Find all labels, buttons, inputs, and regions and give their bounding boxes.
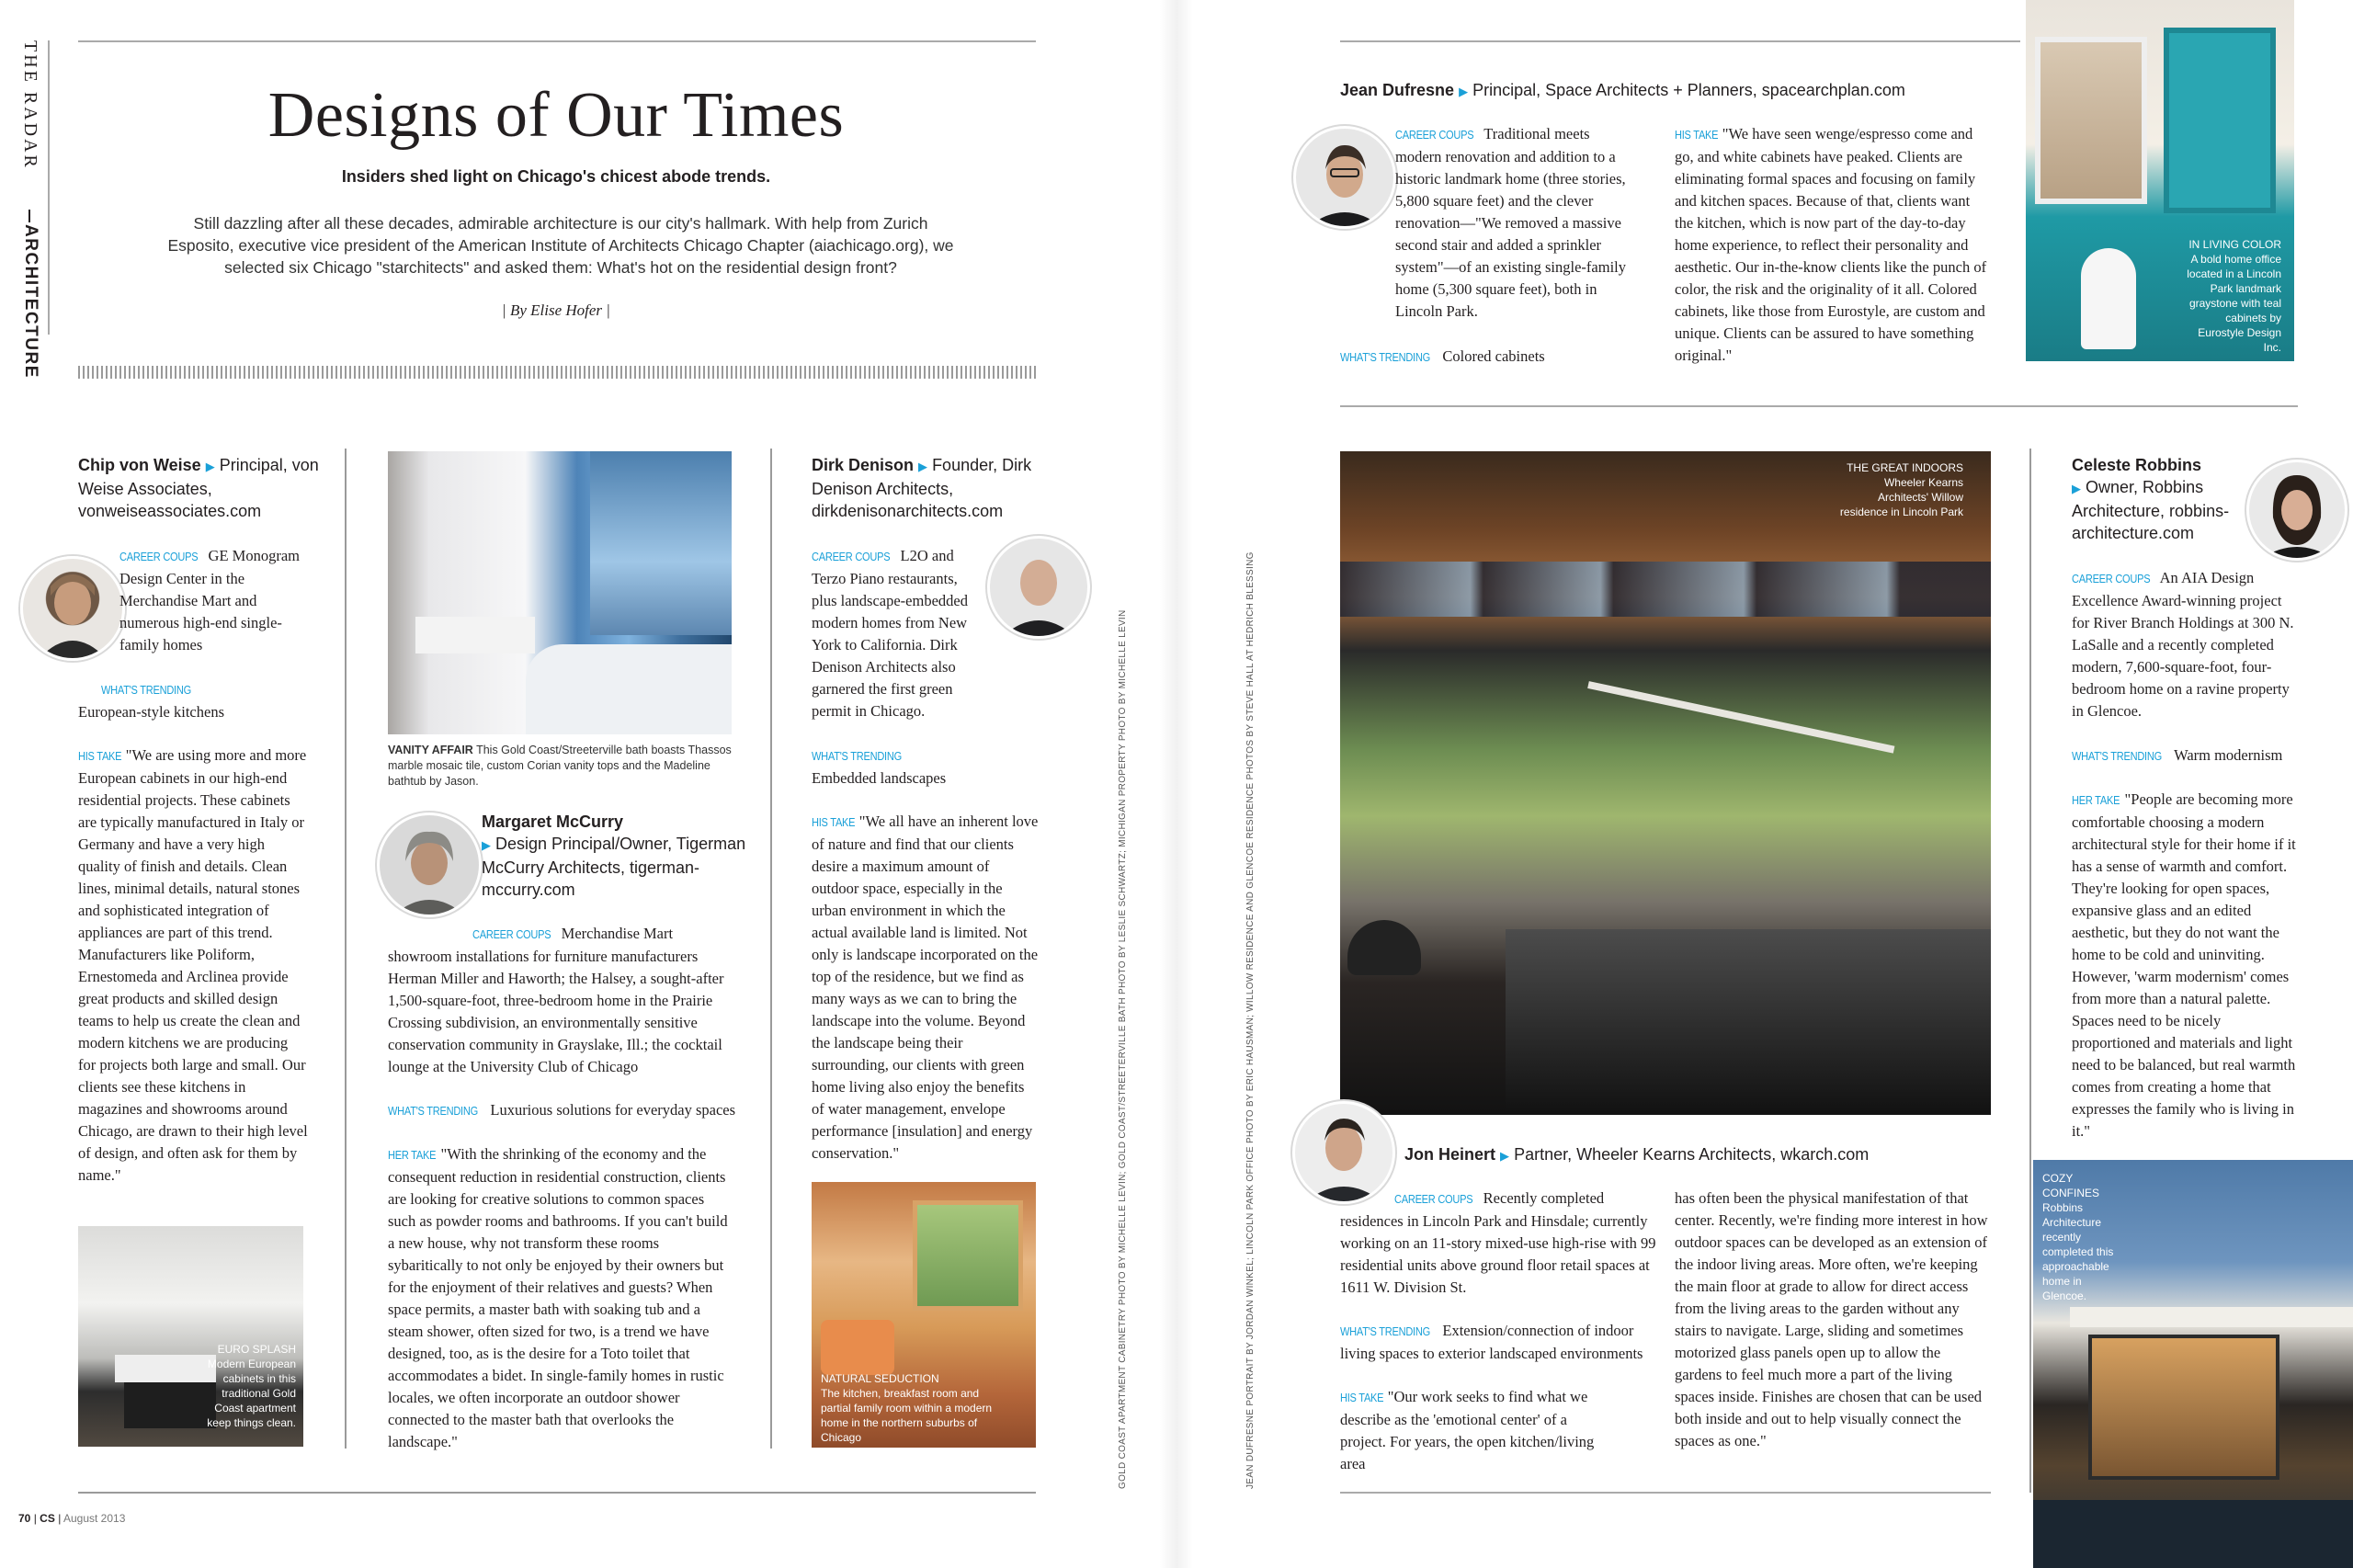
byline: | By Elise Hofer | [502, 301, 610, 319]
chip-career-coups [119, 545, 313, 656]
willow-caption-title: THE GREAT INDOORS [1847, 461, 1963, 474]
pendant-light [1587, 681, 1894, 754]
bath-vanity [415, 617, 535, 653]
jean-take-text: "We have seen wenge/espresso come and go, and white cabinets have peaked. Clients are eliminating formal spaces and focusing on family and kitchen spaces. Because of that, clients want the kitchen, which is now part of the day-to-day home experience, to reflect their personality and aesthetic. Our in-the-know clients like the punch of color, the risk and the originality of it all. Colored cabinets, like those from Eurostyle, are custom and unique. Clients can be assured to have something original." [1675, 125, 1987, 364]
dirk-coups-text: L2O and Terzo Piano restaurants, plus landscape-embedded modern homes from New York to California. Dirk Denison Architects also garnered the first green permit in Chicago. [812, 547, 968, 720]
celeste-take-text: "People are becoming more comfortable choosing a modern architectural style for their home if it has a sense of warmth and comfort. They're looking for open spaces, expansive glass and an edited aesthetic, but they do not want the home to be cold and uninviting. However, 'warm modernism' comes from more than a natural palette. Spaces need to be nicely proportioned and materials and light need to be balanced, but real warmth comes from creating a home that expresses the family who is living in it." [2072, 790, 2296, 1140]
section-topic: ARCHITECTURE [21, 224, 40, 379]
margaret-header [482, 811, 748, 901]
celeste-trending [2072, 744, 2311, 767]
family-room-caption-title: NATURAL SEDUCTION [821, 1372, 939, 1385]
office-window [2035, 37, 2147, 204]
bath-photo [388, 451, 732, 734]
arrow-icon: ▶ [918, 460, 928, 473]
chip-portrait [20, 556, 125, 661]
folio-sep: | [33, 1512, 37, 1525]
person-icon [380, 815, 479, 915]
dirk-name: Dirk Denison [812, 456, 915, 474]
willow-caption [1835, 460, 1963, 519]
arrow-icon: ▶ [1459, 85, 1469, 98]
dirk-take [812, 811, 1040, 1165]
magazine-name: CS [40, 1512, 55, 1525]
arrow-icon: ▶ [1500, 1149, 1510, 1163]
celeste-name: Celeste Robbins [2072, 456, 2202, 474]
jon-coups-label: CAREER COUPS [1394, 1192, 1473, 1206]
margaret-trending [388, 1099, 737, 1122]
chip-role: Principal, von Weise Associates, vonweiseassociates.com [78, 456, 319, 520]
margaret-take-label: HER TAKE [388, 1148, 437, 1162]
folio-sep-2: | [58, 1512, 62, 1525]
jon-take-text-a: "Our work seeks to find what we describe as the 'emotional center' of a project. For years, the open kitchen/living area [1340, 1388, 1595, 1472]
kitchen-caption-title: EURO SPLASH [217, 1343, 296, 1356]
kitchen-caption-text: Modern European cabinets in this traditional Gold Coast apartment keep things clean. [207, 1358, 296, 1429]
dirk-trend-label: WHAT'S TRENDING [812, 749, 902, 763]
person-icon [23, 559, 122, 658]
dirk-career-coups [812, 545, 979, 722]
section-radar: THE RADAR [20, 40, 40, 170]
family-room-window [913, 1200, 1023, 1311]
margaret-take-text: "With the shrinking of the economy and the consequent reduction in residential construction, clients are looking for creative solutions to common spaces such as powder rooms and bathrooms. If you can't build a new house, why not transform these rooms sybaritically to not only be enjoyed by their owners but for the enjoyment of their relatives and guests? When space permits, a master bath with soaking tub and a steam shower, often sized for two, is a trend we have designed, too, as is the desire for a Toto toilet that accommodates a bidet. In single-family homes in rustic locales, we often incorporate an outdoor shower connected to the master bath that overlooks the landscape." [388, 1145, 728, 1450]
column-divider-2 [770, 449, 772, 1449]
chip-coups-label: CAREER COUPS [119, 550, 199, 563]
jon-take [1340, 1386, 1607, 1475]
jon-role: Partner, Wheeler Kearns Architects, wkarch.com [1514, 1145, 1870, 1164]
family-room-photo [812, 1182, 1036, 1448]
mid-rule-right [1340, 405, 2298, 407]
jon-coups-text: Recently completed residences in Lincoln Park and Hinsdale; currently working on an 11-story mixed-use high-rise with 99 residential units above ground floor retail spaces at 1611 W. Division St. [1340, 1189, 1656, 1296]
margaret-role: Design Principal/Owner, Tigerman McCurry Architects, tigerman-mccurry.com [482, 835, 746, 899]
celeste-take-label: HER TAKE [2072, 793, 2120, 807]
office-caption [2180, 237, 2281, 355]
page-subtitle: Insiders shed light on Chicago's chicest abode trends. [341, 167, 771, 186]
jean-trend-text: Colored cabinets [1442, 347, 1545, 365]
chip-take-text: "We are using more and more European cabinets in our high-end residential projects. These cabinets are typically manufactured in Italy or Germany and have a very high quality of finish and details. Clean lines, minimal details, natural stones and sophisticated integration of appliances are part of this trend. Manufacturers like Poliform, Ernestomeda and Arclinea provide great products and skilled design teams to help us create the clean and modern kitchens we are producing for projects both large and small. Our clients see these kitchens in magazines and showrooms around Chicago, are drawn to their high level of design, and often ask for them by name." [78, 746, 308, 1184]
jon-take-label: HIS TAKE [1340, 1391, 1384, 1404]
folio [18, 1512, 125, 1525]
photo-credit-left: GOLD COAST APARTMENT CABINETRY PHOTO BY MICHELLE LEVIN; GOLD COAST/STREETERVILLE BATH PHOTO BY LESLIE SCHWARTZ; MICHIGAN PROPERTY PHOTO BY MICHELLE LEVIN [1118, 609, 1128, 1489]
chip-trend-text: European-style kitchens [78, 703, 224, 721]
chip-take-label: HIS TAKE [78, 749, 122, 763]
willow-caption-text: Wheeler Kearns Architects' Willow residence in Lincoln Park [1839, 476, 1963, 518]
dirk-role: Founder, Dirk Denison Architects, dirkdenisonarchitects.com [812, 456, 1032, 520]
page-title: Designs of Our Times [267, 80, 845, 151]
dirk-trending [812, 744, 1052, 790]
dirk-trend-text: Embedded landscapes [812, 769, 947, 787]
bath-caption-title: VANITY AFFAIR [388, 744, 473, 756]
chip-trending [78, 678, 331, 723]
issue-date: August 2013 [63, 1512, 126, 1525]
margaret-career-coups [388, 923, 732, 1078]
jon-trending [1340, 1320, 1664, 1365]
jean-trending [1340, 346, 1636, 369]
home-glass [2088, 1335, 2279, 1480]
glencoe-caption [2042, 1171, 2116, 1303]
jean-name: Jean Dufresne [1340, 81, 1455, 99]
family-room-sofa [821, 1320, 894, 1375]
dirk-header [812, 454, 1051, 522]
margaret-trend-text: Luxurious solutions for everyday spaces [490, 1101, 736, 1119]
bath-caption [388, 743, 732, 790]
home-overhang [2070, 1307, 2353, 1327]
chip-name: Chip von Weise [78, 456, 201, 474]
margaret-name: Margaret McCurry [482, 812, 624, 831]
intro-paragraph: Still dazzling after all these decades, admirable architecture is our city's hallmark. With help from Zurich Esposito, executive vice president of the American Institute of Architects Chicago Chapter (aiachicago.org), we selected six Chicago "starchitects" and asked them: What's hot on the residential design front? [167, 214, 954, 277]
dotted-rule [78, 366, 1036, 379]
jean-trend-label: WHAT'S TRENDING [1340, 350, 1430, 364]
jean-header [1340, 79, 2020, 103]
margaret-take [388, 1143, 733, 1453]
egg-chair [1347, 920, 1421, 975]
kitchen-photo [78, 1226, 303, 1447]
header-rule [78, 40, 1036, 42]
dirk-take-text: "We all have an inherent love of nature and find that our clients desire a maximum amount of outdoor space, especially in the urban environment in which the actual available land is limited. Not only is landscape incorporated on the top of the residence, but we find as many ways as we can to bring the landscape into the volume. Beyond the landscape being their surrounding, our clients with green home living also enjoy the benefits of water management, envelope performance [insulation] and energy conservation." [812, 812, 1039, 1162]
family-room-caption [821, 1371, 1005, 1445]
jon-career-coups [1340, 1187, 1664, 1299]
jean-take [1675, 123, 1987, 367]
glencoe-caption-title: COZY CONFINES [2042, 1172, 2100, 1199]
jon-trend-label: WHAT'S TRENDING [1340, 1324, 1430, 1338]
spine-shadow [1160, 0, 1193, 1568]
chip-take [78, 744, 308, 1187]
dirk-coups-label: CAREER COUPS [812, 550, 891, 563]
top-rule-right [1340, 40, 2020, 42]
column-divider-right [2029, 449, 2031, 1493]
kitchen-counter [1506, 929, 1991, 1113]
page-number: 70 [18, 1512, 31, 1525]
jon-header [1404, 1143, 1993, 1167]
dirk-portrait [987, 536, 1090, 639]
margaret-trend-label: WHAT'S TRENDING [388, 1104, 478, 1118]
dirk-take-label: HIS TAKE [812, 815, 856, 829]
office-caption-title: IN LIVING COLOR [2188, 238, 2281, 251]
jon-take-continued: has often been the physical manifestation of that center. Recently, we're finding more interest in how outdoor spaces can be developed as an extension of the indoor living areas. More often, we're keeping the main floor at grade to allow for direct access from the living areas to the garden without any stairs to navigate. Large, sliding and sometimes motorized glass panels open up to allow the gardens to feel much more a part of the living spaces inside. Finishes are chosen that can be used both inside and out to help visually connect the spaces as one." [1675, 1189, 1988, 1449]
jean-coups-text: Traditional meets modern renovation and addition to a historic landmark home (three stories, 5,800 square feet) and the clever renovation—"We removed a massive second stair and added a sprinkler system"—of an existing single-family home (5,300 square feet), both in Lincoln Park. [1395, 125, 1626, 320]
footer-rule-left [78, 1492, 1036, 1494]
column-divider-1 [345, 449, 347, 1449]
reflecting-pool [2033, 1500, 2353, 1568]
glencoe-home-photo [2033, 1160, 2353, 1568]
margaret-coups-text: Merchandise Mart showroom installations for furniture manufacturers Herman Miller and Haworth; the Halsey, a sought-after 1,500-square-foot, three-bedroom home in the Prairie Crossing subdivision, an environmentally sensitive conservation community in Grayslake, Ill.; the cocktail lounge at the University Club of Chicago [388, 925, 724, 1075]
kitchen-caption [195, 1342, 296, 1430]
home-office-photo [2026, 0, 2294, 361]
celeste-coups-text: An AIA Design Excellence Award-winning project for River Branch Holdings at 300 N. LaSalle and a recently completed modern, 7,600-square-foot, four-bedroom home on a ravine property in Glencoe. [2072, 569, 2294, 720]
footer-rule-right [1340, 1492, 1991, 1494]
celeste-trend-label: WHAT'S TRENDING [2072, 749, 2162, 763]
margaret-portrait [377, 812, 482, 917]
celeste-portrait [2246, 460, 2347, 561]
chip-profile [78, 454, 331, 522]
jean-career-coups [1340, 123, 1636, 323]
chip-coups-text: GE Monogram Design Center in the Merchandise Mart and numerous high-end single-family homes [119, 547, 300, 653]
family-room-caption-text: The kitchen, breakfast room and partial family room within a modern home in the northern suburbs of Chicago [821, 1387, 993, 1444]
bath-window [590, 451, 732, 635]
bath-caption-text: This Gold Coast/Streeterville bath boasts Thassos marble mosaic tile, custom Corian vanity tops and the Madeline bathtub by Jason. [388, 744, 732, 788]
willow-residence-photo [1340, 451, 1991, 1115]
office-caption-text: A bold home office located in a Lincoln Park landmark graystone with teal cabinets by Eurostyle Design Inc. [2187, 253, 2281, 354]
celeste-take [2072, 789, 2298, 1142]
jean-role: Principal, Space Architects + Planners, spacearchplan.com [1472, 81, 1905, 99]
celeste-career-coups [2072, 567, 2298, 722]
arrow-icon: ▶ [482, 838, 491, 852]
window-band [1340, 562, 1991, 617]
office-chair [2081, 248, 2136, 349]
jean-coups-label: CAREER COUPS [1395, 128, 1474, 142]
celeste-trend-text: Warm modernism [2174, 746, 2283, 764]
bath-tub [526, 644, 732, 734]
office-shelves [2164, 28, 2276, 213]
chip-trend-label: WHAT'S TRENDING [101, 683, 191, 697]
jon-name: Jon Heinert [1404, 1145, 1496, 1164]
margaret-coups-label: CAREER COUPS [472, 927, 551, 941]
section-divider [28, 210, 30, 222]
person-icon [990, 539, 1087, 636]
celeste-role: Owner, Robbins Architecture, robbins-architecture.com [2072, 478, 2230, 542]
photo-credit-right: JEAN DUFRESNE PORTRAIT BY JORDAN WINKEL; LINCOLN PARK OFFICE PHOTO BY ERIC HAUSMAN; WILLOW RESIDENCE AND GLENCOE RESIDENCE PHOTOS BY STEVE HALL AT HEDRICH BLESSING [1245, 551, 1256, 1489]
jean-take-label: HIS TAKE [1675, 128, 1719, 142]
arrow-icon: ▶ [2072, 482, 2081, 495]
celeste-header [2072, 454, 2234, 544]
glencoe-caption-text: Robbins Architecture recently completed this approachable home in Glencoe. [2042, 1201, 2114, 1302]
arrow-icon: ▶ [205, 460, 215, 473]
jon-trend-text: Extension/connection of indoor living spaces to exterior landscaped environments [1340, 1322, 1643, 1362]
celeste-coups-label: CAREER COUPS [2072, 572, 2151, 585]
person-icon [2249, 462, 2345, 558]
